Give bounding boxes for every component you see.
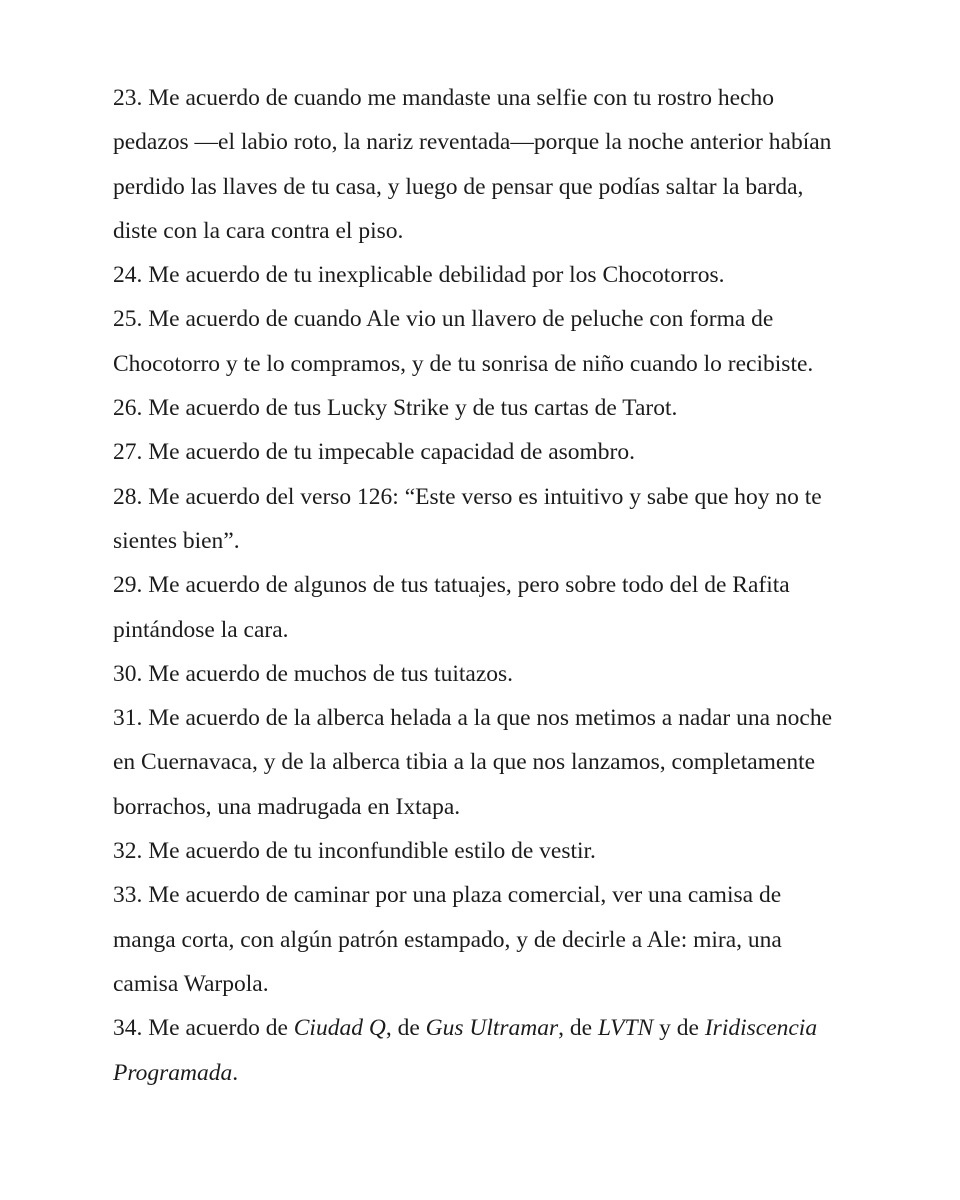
- title-ciudad-q: Ciudad Q: [293, 1015, 386, 1042]
- entry-30: 30. Me acuerdo de muchos de tus tuitazos.: [113, 660, 514, 687]
- entry-29: 29. Me acuerdo de algunos de tus tatuajes, pero sobre todo del de Rafita pintándose la cara.: [113, 572, 790, 643]
- entry-34-sep-3: y de: [653, 1015, 705, 1042]
- entry-24: 24. Me acuerdo de tu inexplicable debilidad por los Chocotorros.: [113, 262, 725, 289]
- entry-34-sep-1: , de: [385, 1015, 426, 1042]
- entry-23: 23. Me acuerdo de cuando me mandaste una selfie con tu rostro hecho pedazos —el labio roto, la nariz reventada—porque la noche anterior habían perdido las llaves de tu casa, y luego de pensar que podías saltar la barda, diste con la cara contra el piso.: [113, 85, 832, 244]
- entry-28: 28. Me acuerdo del verso 126: “Este verso es intuitivo y sabe que hoy no te sientes bien”.: [113, 483, 822, 554]
- title-gus-ultramar: Gus Ultramar: [425, 1015, 559, 1042]
- document-page: [113, 76, 843, 1095]
- title-iridiscencia-programada: Iridiscencia Programada: [113, 1015, 818, 1086]
- entry-27: 27. Me acuerdo de tu impecable capacidad de asombro.: [113, 439, 636, 466]
- title-lvtn: LVTN: [597, 1015, 654, 1042]
- entry-34-suffix: .: [232, 1059, 239, 1086]
- entry-34: [113, 1006, 843, 1095]
- entry-34-prefix: 34. Me acuerdo de: [113, 1015, 294, 1042]
- entry-33: 33. Me acuerdo de caminar por una plaza comercial, ver una camisa de manga corta, con algún patrón estampado, y de decirle a Ale: mira, una camisa Warpola.: [113, 882, 782, 997]
- entry-31: 31. Me acuerdo de la alberca helada a la que nos metimos a nadar una noche en Cuernavaca, y de la alberca tibia a la que nos lanzamos, completamente borrachos, una madrugada en Ixtapa.: [113, 705, 833, 820]
- entry-34-sep-2: , de: [558, 1015, 598, 1042]
- entry-25: 25. Me acuerdo de cuando Ale vio un llavero de peluche con forma de Chocotorro y te lo compramos, y de tu sonrisa de niño cuando lo recibiste.: [113, 306, 814, 377]
- entry-26: 26. Me acuerdo de tus Lucky Strike y de tus cartas de Tarot.: [113, 395, 678, 422]
- entry-32: 32. Me acuerdo de tu inconfundible estilo de vestir.: [113, 838, 596, 865]
